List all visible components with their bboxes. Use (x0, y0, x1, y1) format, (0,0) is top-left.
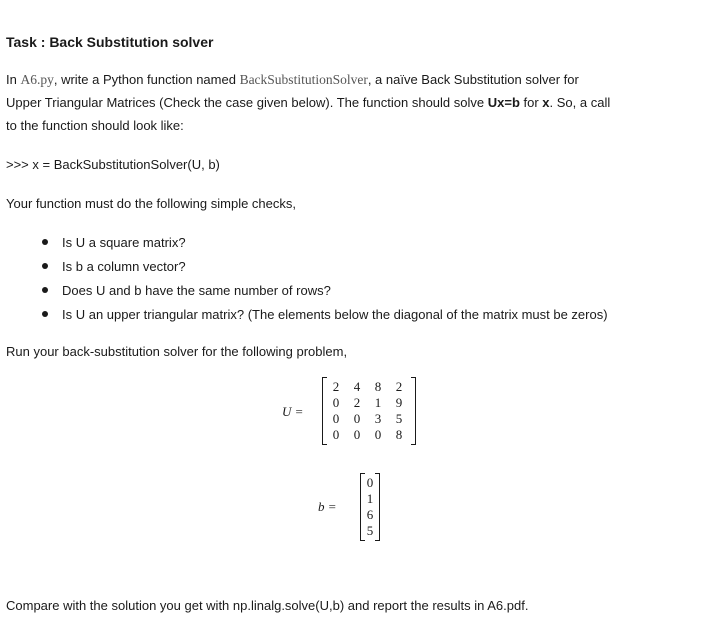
check-text: Does U and b have the same number of rows? (62, 283, 331, 298)
check-item (42, 259, 186, 274)
vector-b-label: b = (318, 499, 337, 514)
matrix-u-cell: 0 (332, 411, 340, 426)
check-text: Is U an upper triangular matrix? (The elements below the diagonal of the matrix must be zeros) (62, 307, 608, 322)
matrix-u-cell: 0 (332, 427, 340, 442)
matrix-u-cell: 4 (353, 379, 361, 394)
code-example: >>> x = BackSubstitutionSolver(U, b) (6, 157, 220, 172)
matrix-u-cell: 0 (353, 427, 361, 442)
matrix-u-cell: 5 (395, 411, 403, 426)
check-item (42, 307, 608, 322)
intro-text: , a naïve Back Substitution solver for (367, 72, 579, 87)
check-item (42, 235, 186, 250)
vector-b (360, 473, 380, 541)
matrix-u-cell: 3 (374, 411, 382, 426)
vector-b-cell: 1 (366, 491, 374, 506)
filename: A6.py (20, 72, 54, 87)
intro-text: , write a Python function named (53, 72, 240, 87)
matrix-u-cell: 2 (332, 379, 340, 394)
matrix-u-cell: 9 (395, 395, 403, 410)
checks-intro: Your function must do the following simple checks, (6, 196, 297, 211)
intro-text: In (6, 72, 21, 87)
bullet-icon (42, 239, 48, 245)
intro-line-1 (6, 72, 579, 88)
function-name: BackSubstitutionSolver (239, 72, 368, 87)
left-bracket (322, 377, 327, 445)
matrix-u-cell: 1 (374, 395, 382, 410)
bullet-icon (42, 311, 48, 317)
right-bracket (411, 377, 416, 445)
matrix-u-cell: 8 (374, 379, 382, 394)
intro-line-3: to the function should look like: (6, 118, 184, 133)
matrix-u-cell: 0 (353, 411, 361, 426)
matrix-u-cell: 0 (332, 395, 340, 410)
vector-b-cell: 6 (366, 507, 374, 522)
vector-b-cell: 5 (366, 523, 374, 538)
intro-text: . So, a call (549, 95, 611, 110)
run-instruction: Run your back-substitution solver for the following problem, (6, 344, 348, 359)
vector-b-cell: 0 (366, 475, 374, 490)
check-text: Is b a column vector? (62, 259, 186, 274)
check-text: Is U a square matrix? (62, 235, 186, 250)
intro-line-2 (6, 95, 610, 110)
bullet-icon (42, 263, 48, 269)
matrix-u (322, 377, 416, 445)
intro-text: Upper Triangular Matrices (Check the case given below). The function should solve (6, 95, 488, 110)
equation: Ux=b (487, 95, 520, 110)
matrix-u-label: U = (282, 404, 304, 419)
bullet-icon (42, 287, 48, 293)
matrix-u-cell: 2 (353, 395, 361, 410)
check-item (42, 283, 331, 298)
matrix-u-cell: 2 (395, 379, 403, 394)
matrix-u-cell: 0 (374, 427, 382, 442)
unknown-x: x (542, 95, 550, 110)
matrix-u-cell: 8 (395, 427, 403, 442)
right-bracket (375, 473, 380, 541)
compare-instruction: Compare with the solution you get with np.linalg.solve(U,b) and report the results in A6.pdf. (6, 598, 529, 613)
task-title: Task : Back Substitution solver (6, 34, 214, 50)
intro-text: for (519, 95, 543, 110)
